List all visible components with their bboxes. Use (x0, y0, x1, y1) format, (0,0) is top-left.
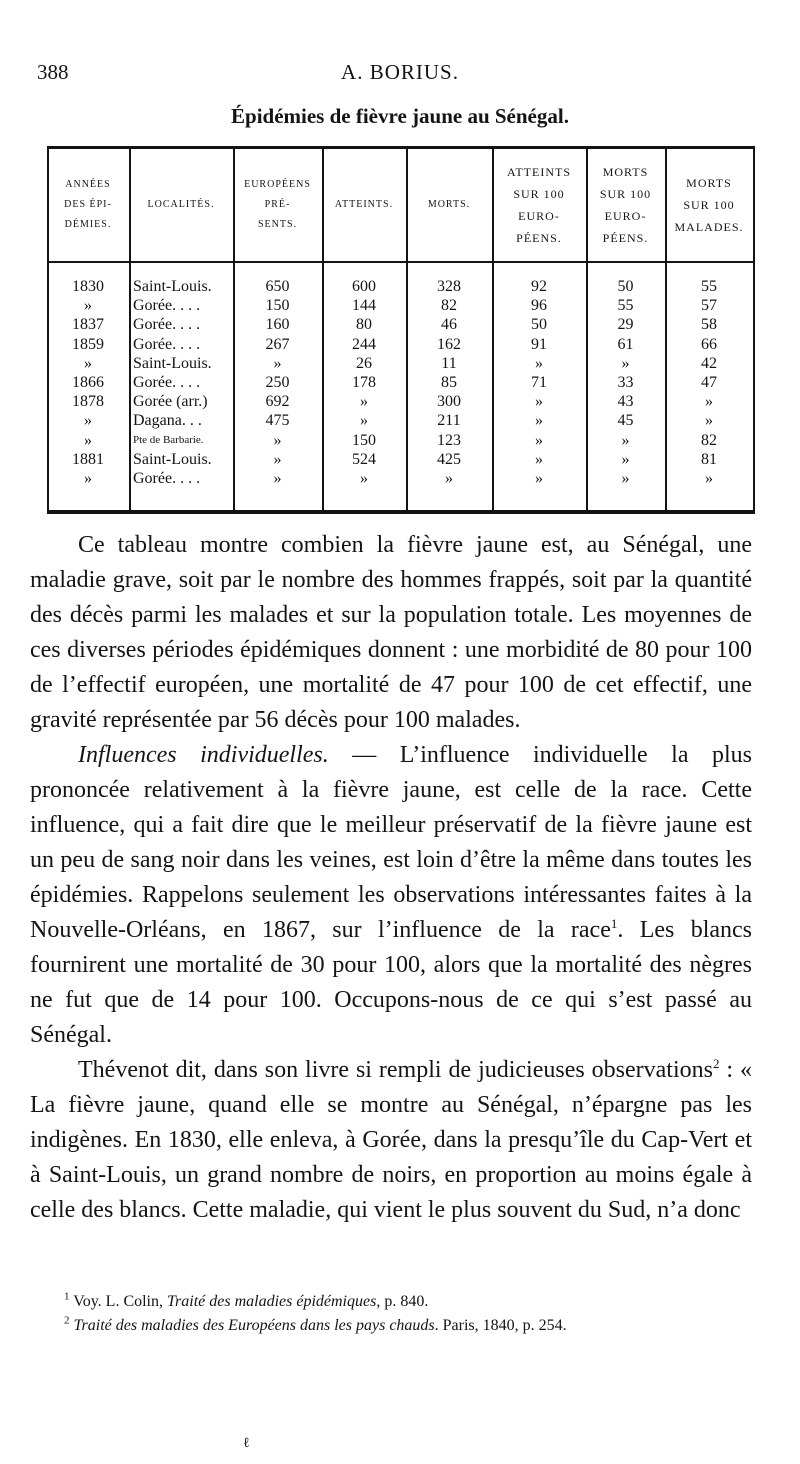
header-morts-malades: MORTS SUR 100 MALADES. (674, 176, 744, 234)
table-cell-morts100: 29 (617, 316, 634, 334)
table-cell-year: 1859 (72, 335, 104, 353)
header-atteints-pct: ATTEINTS SUR 100 EURO- PÉENS. (507, 165, 571, 245)
table-cell-loc: Gorée (arr.) (133, 393, 208, 411)
table-cell-att: » (360, 412, 368, 430)
table-cell-eur: 650 (265, 278, 290, 295)
table-cell-att100: 91 (531, 335, 547, 353)
page-number: 388 (37, 60, 69, 84)
table-cell-loc: Dagana. . . (133, 412, 202, 430)
paragraph-3: Thévenot dit, dans son livre si rempli de judicieuses observations$^2$ : « La fièvre jaune, quand elle se montre au Sénégal, n’épargne pas les indigènes. En 1830, elle enleva, à Gorée, dans la presqu’île du Cap-Vert et à Saint-Louis, un grand nombre de noirs, en proportion au moins égale à celle des blancs. Cette maladie, qui vient le plus souvent du Sud, n’a donc (30, 1056, 753, 1223)
table-cell-eur: 692 (265, 393, 290, 411)
table-cell-morts100: 45 (617, 412, 634, 430)
table-cell-mal100: » (705, 470, 713, 487)
table-cell-morts100: 55 (617, 297, 634, 315)
table-cell-loc: Saint-Louis. (133, 450, 212, 468)
table-cell-year: » (84, 470, 92, 487)
footnote-ref-1: 1 (610, 916, 618, 931)
table-cell-loc: Gorée. . . . (133, 297, 201, 315)
table-cell-loc: Gorée. . . . (133, 316, 201, 334)
header-rule (47, 261, 755, 263)
table-cell-morts: 82 (441, 297, 457, 315)
table-cell-year: 1830 (72, 278, 104, 295)
table-cell-att100: » (535, 393, 543, 411)
table-cell-morts: 211 (437, 412, 461, 430)
table-cell-eur: » (273, 450, 282, 468)
table-cell-mal100: 55 (701, 278, 717, 295)
table-cell-att100: » (535, 450, 543, 468)
table-cell-att100: » (535, 431, 543, 449)
table-cell-att: » (360, 470, 368, 487)
footnote-2: $^2$ Traité des maladies des Européens dans les pays chauds. Paris, 1840, p. 254. (64, 1314, 567, 1334)
table-cell-att: 26 (356, 354, 372, 372)
table-cell-mal100: » (705, 412, 713, 430)
paragraph-2: Influences individuelles. — L’influence individuelle la plus prononcée relativement à la fièvre jaune, est celle de la race. Cette influence, qui a fait dire que le meilleur préservatif de la fièvre jaune est un peu de sang noir dans les veines, est loin d’être la même dans toutes les épidémies. Rappelons seulement les observations intéressantes faites à la Nouvelle-Orléans, en 1867, sur l’influence de la race$^1$. Les blancs fournirent une mortalité de 30 pour 100, alors que la mortalité des nègres ne fut que de 14 pour 100. Occupons-nous de ce qui s’est passé au Sénégal. (30, 742, 753, 1048)
table-cell-morts100: 43 (617, 393, 634, 411)
table-cell-year: 1878 (72, 393, 104, 411)
table-cell-att100: 96 (531, 297, 547, 315)
table-cell-eur: » (273, 354, 282, 372)
table-cell-morts100: 50 (617, 278, 634, 295)
footnotes (30, 1290, 752, 1338)
table-cell-year: 1837 (72, 316, 104, 334)
table-cell-morts: 46 (441, 316, 457, 334)
table-cell-morts: 85 (441, 374, 457, 391)
table-cell-mal100: 82 (701, 431, 717, 449)
table-cell-att100: 92 (531, 278, 547, 295)
table-cell-year: 1866 (72, 374, 104, 391)
table-cell-morts: 328 (437, 278, 461, 295)
epidemics-table (47, 146, 755, 514)
header-europeens: EUROPÉENS PRÉ- SENTS. (244, 179, 311, 230)
table-cell-att: 524 (352, 450, 376, 468)
table-cell-morts100: 61 (617, 335, 634, 353)
table-cell-morts: 162 (437, 335, 461, 353)
table-title: Épidémies de fièvre jaune au Sénégal. (231, 104, 569, 128)
table-cell-loc: Pte de Barbarie. (133, 433, 204, 446)
table-cell-att: 80 (356, 316, 372, 334)
table-cell-att: 600 (352, 278, 376, 295)
table-cell-morts100: 33 (617, 374, 634, 391)
table-cell-eur: 250 (265, 374, 290, 391)
footnote-ref-2: 2 (712, 1056, 720, 1071)
table-cell-year: » (84, 297, 92, 315)
table-cell-att: 144 (352, 297, 376, 315)
table-cell-mal100: 47 (701, 374, 717, 391)
table-cell-morts: 11 (441, 354, 457, 372)
running-head: A. BORIUS. (341, 60, 459, 84)
table-cell-morts: » (445, 470, 453, 487)
table-cell-year: » (84, 354, 92, 372)
header-annees: ANNÉES DES ÉPI- DÉMIES. (64, 179, 112, 230)
table-cell-morts100: » (621, 354, 630, 372)
table-cell-att: » (360, 393, 368, 411)
table-cell-loc: Saint-Louis. (133, 354, 212, 372)
table-cell-mal100: 57 (701, 297, 717, 315)
table-cell-att100: » (535, 354, 543, 372)
header-morts-pct: MORTS SUR 100 EURO- PÉENS. (599, 165, 652, 245)
paragraph-1: Ce tableau montre combien la fièvre jaune est, au Sénégal, une maladie grave, soit par le nombre des hommes frappés, soit par la quantité des décès parmi les malades et sur la population totale. Les moyennes de ces diverses périodes épidémiques donnent : une morbidité de 80 pour 100 de l’effectif européen, une mortalité de 47 pour 100 de cet effectif, une gravité représentée par 56 décès pour 100 malades. (30, 532, 752, 733)
table-cell-morts100: » (621, 450, 630, 468)
table-cell-morts: 123 (437, 431, 461, 449)
table-cell-att100: 71 (531, 374, 547, 391)
table-cell-eur: » (273, 470, 282, 487)
footnote-1: $^1$ Voy. L. Colin, Traité des maladies épidémiques, p. 840. (64, 1290, 429, 1310)
table-cell-eur: » (273, 431, 282, 449)
table-cell-mal100: » (705, 393, 713, 411)
table-cell-year: » (84, 431, 92, 449)
table-cell-mal100: 42 (701, 354, 717, 372)
table-cell-eur: 267 (265, 335, 290, 353)
table-cell-mal100: 66 (701, 335, 717, 353)
table-cell-mal100: 58 (701, 316, 717, 334)
table-cell-morts: 425 (437, 450, 461, 468)
table-cell-loc: Gorée. . . . (133, 335, 201, 353)
table-cell-morts: 300 (437, 393, 461, 411)
table-cell-eur: 150 (265, 297, 290, 315)
header-morts: MORTS. (427, 199, 471, 210)
table-cell-year: » (84, 412, 92, 430)
table-cell-mal100: 81 (701, 450, 717, 468)
section-heading-influences: Influences individuelles. (78, 742, 329, 768)
table-cell-att: 244 (352, 335, 376, 353)
table-cell-att100: » (535, 412, 543, 430)
table-cell-morts100: » (621, 431, 630, 449)
table-cell-year: 1881 (72, 450, 104, 468)
bottom-mark: ℓ (243, 1436, 250, 1451)
header-atteints: ATTEINTS. (334, 199, 394, 210)
table-cell-morts100: » (621, 470, 630, 487)
table-cell-att: 150 (352, 431, 376, 449)
table-cell-att: 178 (352, 374, 376, 391)
header-localites: LOCALITÉS. (147, 199, 215, 210)
table-cell-eur: 160 (265, 316, 290, 334)
table-cell-loc: Gorée. . . . (133, 470, 201, 487)
table-cell-att100: » (535, 470, 543, 487)
table-cell-eur: 475 (265, 412, 290, 430)
body-text (30, 528, 752, 1228)
table-cell-att100: 50 (531, 316, 547, 334)
table-cell-loc: Saint-Louis. (133, 278, 212, 295)
table-cell-loc: Gorée. . . . (133, 374, 201, 391)
